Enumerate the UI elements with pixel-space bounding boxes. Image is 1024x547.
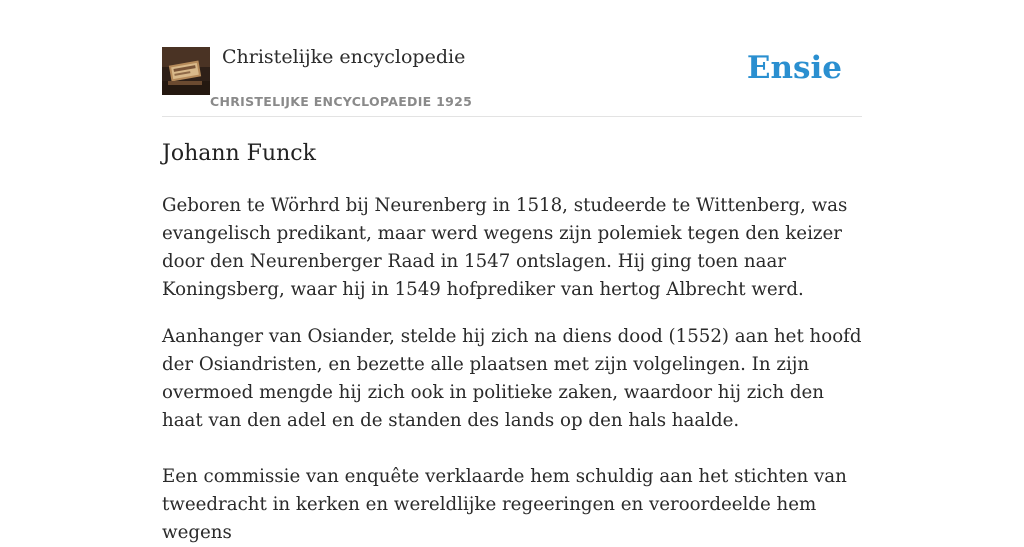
article-paragraph: Aanhanger van Osiander, stelde hij zich na diens dood (1552) aan het hoofd der Osiandristen, en bezette alle plaatsen met zijn volgelingen. In zijn overmoed mengde hij zich ook in politieke zaken, waardoor hij zich den haat van den adel en de standen des lands op den hals haalde. [162,326,862,431]
site-subtitle: CHRISTELIJKE ENCYCLOPAEDIE 1925 [210,94,473,109]
article [162,138,862,547]
site-header [162,46,862,117]
encyclopedia-avatar[interactable] [162,47,210,95]
article-paragraph: Een commissie van enquête verklaarde hem schuldig aan het stichten van tweedracht in kerken en wereldlijke regeeringen en veroordeelde hem wegens [162,466,847,543]
site-title-link[interactable]: Christelijke encyclopedie [222,46,466,68]
book-cover-icon [162,47,210,95]
article-paragraph: Geboren te Wörhrd bij Neurenberg in 1518, studeerde te Wittenberg, was evangelisch predikant, maar werd wegens zijn polemiek tegen den keizer door den Neurenberger Raad in 1547 ontslagen. Hij ging toen naar Koningsberg, waar hij in 1549 hofprediker van hertog Albrecht werd. [162,195,848,300]
ensie-logo-link[interactable]: Ensie [746,50,842,86]
article-title: Johann Funck [162,141,316,166]
